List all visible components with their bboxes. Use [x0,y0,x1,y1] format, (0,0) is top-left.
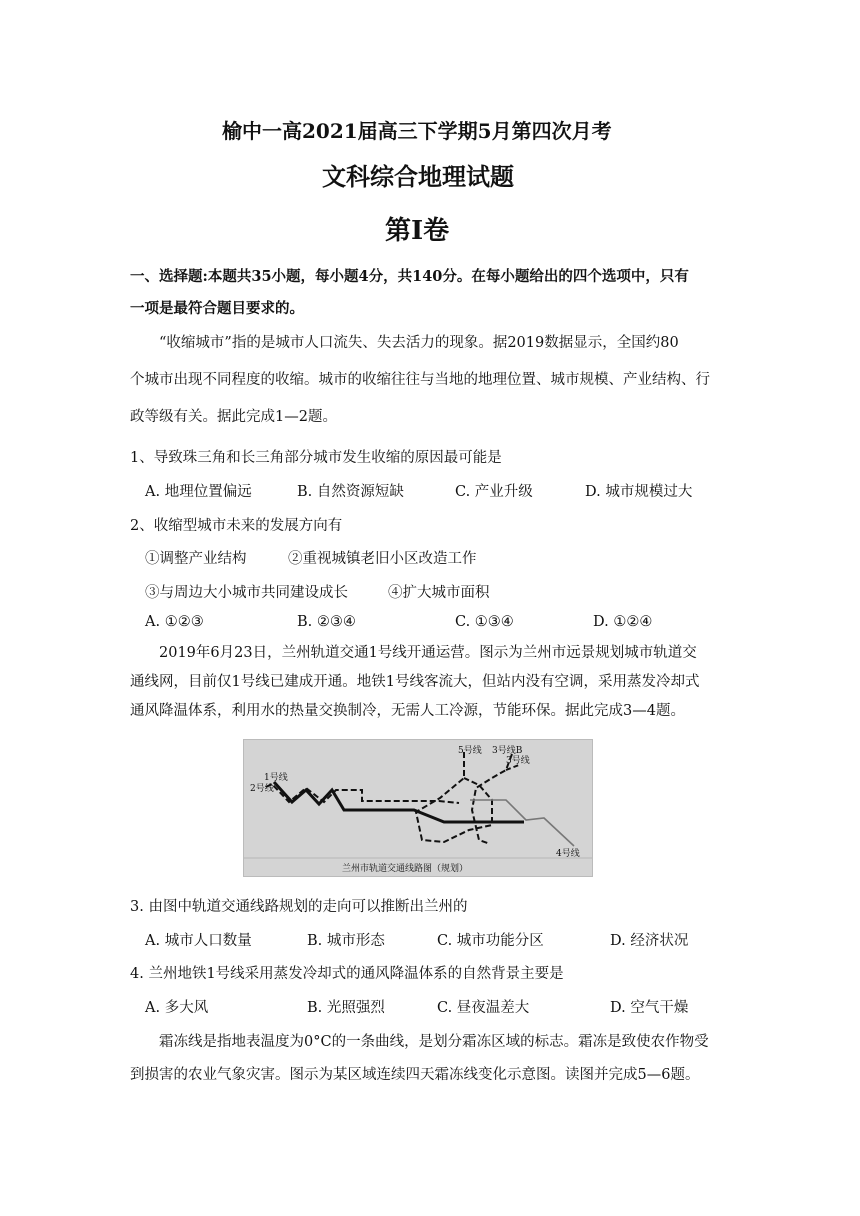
passage3-line2: 到损害的农业气象灾害。图示为某区域连续四天霜冻线变化示意图。读图并完成5—6题。 [130,1067,700,1083]
q4-option-a: A. 多大风 [145,1000,209,1016]
q4-option-d: D. 空气干燥 [610,1000,689,1016]
q3-option-a: A. 城市人口数量 [145,933,252,949]
passage2-line3: 通风降温体系，利用水的热量交换制冷，无需人工冷源，节能环保。据此完成3—4题。 [130,703,685,719]
q3-option-b: B. 城市形态 [307,933,385,949]
q2-option-c: C. ①③④ [455,614,514,630]
q4-stem: 4. 兰州地铁1号线采用蒸发冷却式的通风降温体系的自然背景主要是 [130,966,564,982]
passage1-line2: 个城市出现不同程度的收缩。城市的收缩往往与当地的地理位置、城市规模、产业结构、行 [130,372,710,388]
line-3b-label: 3号线B [492,746,523,756]
section-intro-line1: 一、选择题:本题共35小题，每小题4分，共140分。在每小题给出的四个选项中，只有 [130,268,689,285]
q1-option-a: A. 地理位置偏远 [145,484,252,500]
q2-option-b: B. ②③④ [297,614,356,630]
q1-option-c: C. 产业升级 [455,484,533,500]
passage1-line3: 政等级有关。据此完成1—2题。 [130,409,337,425]
school-title: 榆中一高2021届高三下学期5月第四次月考 [222,119,612,143]
line-5-label: 5号线 [458,746,482,756]
rail-transit-map-graphic [244,740,592,876]
q1-stem: 1、导致珠三角和长三角部分城市发生收缩的原因最可能是 [130,450,502,466]
q1-option-d: D. 城市规模过大 [585,484,693,500]
q3-option-c: C. 城市功能分区 [437,933,544,949]
line-2-label: 2号线 [250,784,274,794]
q2-item2: ②重视城镇老旧小区改造工作 [288,551,477,567]
q4-option-b: B. 光照强烈 [307,1000,385,1016]
q2-stem: 2、收缩型城市未来的发展方向有 [130,518,343,534]
q2-item3: ③与周边大小城市共同建设成长 [145,585,348,601]
volume-title: 第Ⅰ卷 [385,216,450,246]
q2-option-d: D. ①②④ [593,614,653,630]
subject-title: 文科综合地理试题 [322,162,514,191]
line-4-label: 4号线 [556,849,580,859]
section-intro-line2: 一项是最符合题目要求的。 [130,300,304,317]
q3-option-d: D. 经济状况 [610,933,689,949]
line-1-label: 1号线 [264,773,288,783]
rail-transit-map [243,739,593,877]
q3-stem: 3. 由图中轨道交通线路规划的走向可以推断出兰州的 [130,899,468,915]
line-5-route [416,752,492,842]
q2-item4: ④扩大城市面积 [388,585,490,601]
q2-option-a: A. ①②③ [145,614,204,630]
passage3-line1: 霜冻线是指地表温度为0°C的一条曲线，是划分霜冻区域的标志。霜冻是致使农作物受 [159,1034,709,1050]
q1-option-b: B. 自然资源短缺 [297,484,404,500]
passage1-line1: “收缩城市”指的是城市人口流失、失去活力的现象。据2019数据显示，全国约80 [159,335,679,351]
map-caption: 兰州市轨道交通线路图（规划） [342,864,469,874]
line-3-label: 3号线 [506,756,530,766]
passage2-line2: 通线网，目前仅1号线已建成开通。地铁1号线客流大，但站内没有空调，采用蒸发冷却式 [130,674,700,690]
q4-option-c: C. 昼夜温差大 [437,1000,530,1016]
passage2-line1: 2019年6月23日，兰州轨道交通1号线开通运营。图示为兰州市远景规划城市轨道交 [159,645,697,661]
q2-item1: ①调整产业结构 [145,551,247,567]
